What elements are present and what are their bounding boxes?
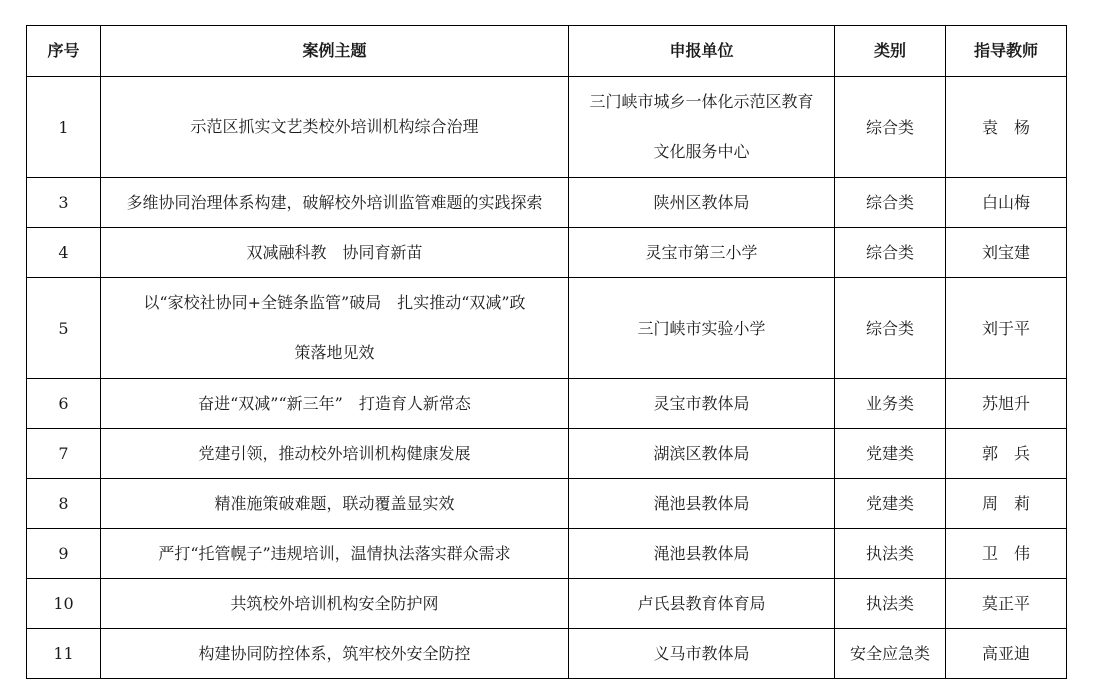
cell-teacher: 袁 杨 [946, 77, 1067, 178]
cell-no: 10 [27, 579, 101, 629]
cell-no: 6 [27, 379, 101, 429]
cell-unit: 渑池县教体局 [569, 479, 835, 529]
cell-no: 3 [27, 178, 101, 228]
table-row [27, 77, 1067, 178]
cell-no: 9 [27, 529, 101, 579]
cell-category: 安全应急类 [835, 629, 946, 679]
cell-topic [101, 278, 569, 379]
case-table [26, 25, 1067, 679]
cell-topic: 严打“托管幌子”违规培训，温情执法落实群众需求 [101, 529, 569, 579]
cell-category: 综合类 [835, 178, 946, 228]
header-teacher: 指导教师 [946, 26, 1067, 77]
cell-category: 执法类 [835, 529, 946, 579]
topic-line: 以“家校社协同+全链条监管”破局 扎实推动“双减”政 [143, 293, 526, 312]
header-unit: 申报单位 [569, 26, 835, 77]
table-row [27, 629, 1067, 679]
cell-topic: 构建协同防控体系，筑牢校外安全防控 [101, 629, 569, 679]
cell-unit: 湖滨区教体局 [569, 429, 835, 479]
cell-topic: 多维协同治理体系构建，破解校外培训监管难题的实践探索 [101, 178, 569, 228]
cell-no: 4 [27, 228, 101, 278]
cell-teacher: 莫正平 [946, 579, 1067, 629]
cell-unit: 义马市教体局 [569, 629, 835, 679]
cell-no: 8 [27, 479, 101, 529]
cell-unit: 卢氏县教育体育局 [569, 579, 835, 629]
cell-category: 综合类 [835, 77, 946, 178]
header-category: 类别 [835, 26, 946, 77]
table-row [27, 479, 1067, 529]
table-row [27, 379, 1067, 429]
cell-unit: 渑池县教体局 [569, 529, 835, 579]
cell-category: 综合类 [835, 278, 946, 379]
cell-teacher: 郭 兵 [946, 429, 1067, 479]
table-header-row [27, 26, 1067, 77]
table-row [27, 278, 1067, 379]
table-row [27, 579, 1067, 629]
cell-teacher: 白山梅 [946, 178, 1067, 228]
cell-teacher: 刘于平 [946, 278, 1067, 379]
cell-unit [569, 77, 835, 178]
cell-category: 业务类 [835, 379, 946, 429]
cell-teacher: 高亚迪 [946, 629, 1067, 679]
cell-no: 7 [27, 429, 101, 479]
topic-line: 策落地见效 [294, 343, 375, 362]
table-row [27, 228, 1067, 278]
cell-category: 党建类 [835, 429, 946, 479]
cell-no: 5 [27, 278, 101, 379]
cell-teacher: 苏旭升 [946, 379, 1067, 429]
cell-unit: 灵宝市第三小学 [569, 228, 835, 278]
cell-topic: 双减融科教 协同育新苗 [101, 228, 569, 278]
cell-category: 综合类 [835, 228, 946, 278]
cell-topic: 奋进“双减”“新三年” 打造育人新常态 [101, 379, 569, 429]
cell-unit: 三门峡市实验小学 [569, 278, 835, 379]
topic-line: 示范区抓实文艺类校外培训机构综合治理 [190, 117, 479, 136]
cell-unit: 陕州区教体局 [569, 178, 835, 228]
cell-topic: 共筑校外培训机构安全防护网 [101, 579, 569, 629]
header-topic: 案例主题 [101, 26, 569, 77]
cell-topic: 精准施策破难题，联动覆盖显实效 [101, 479, 569, 529]
unit-line: 文化服务中心 [653, 142, 750, 161]
cell-topic [101, 77, 569, 178]
cell-unit: 灵宝市教体局 [569, 379, 835, 429]
cell-teacher: 周 莉 [946, 479, 1067, 529]
unit-line: 三门峡市城乡一体化示范区教育 [589, 92, 814, 111]
cell-teacher: 卫 伟 [946, 529, 1067, 579]
table-row [27, 429, 1067, 479]
cell-no: 1 [27, 77, 101, 178]
table-row [27, 178, 1067, 228]
table-row [27, 529, 1067, 579]
cell-no: 11 [27, 629, 101, 679]
cell-category: 执法类 [835, 579, 946, 629]
cell-teacher: 刘宝建 [946, 228, 1067, 278]
header-no: 序号 [27, 26, 101, 77]
cell-category: 党建类 [835, 479, 946, 529]
cell-topic: 党建引领，推动校外培训机构健康发展 [101, 429, 569, 479]
